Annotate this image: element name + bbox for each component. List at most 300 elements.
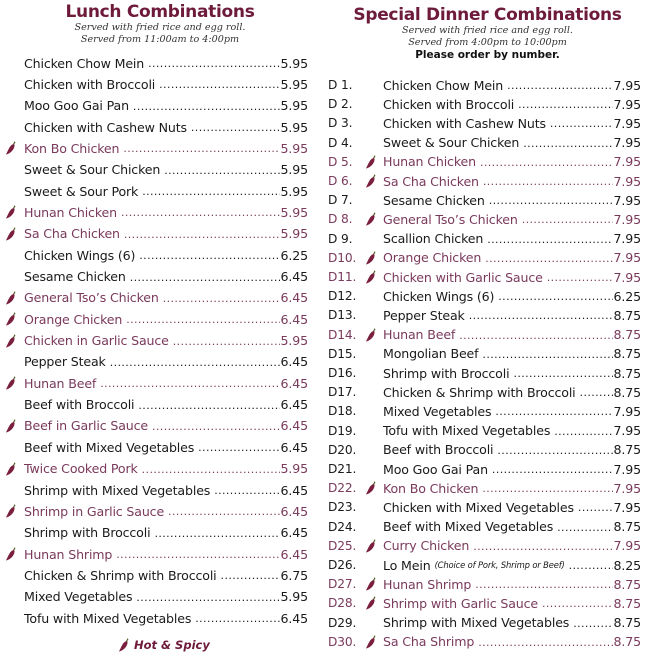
chili-pepper-icon bbox=[5, 419, 17, 433]
item-price: 7.95 bbox=[613, 96, 641, 112]
item-text bbox=[24, 269, 308, 284]
item-text bbox=[383, 97, 641, 112]
lunch-menu-item bbox=[0, 353, 308, 371]
item-price: 5.95 bbox=[280, 140, 308, 156]
item-number: D 9. bbox=[328, 231, 353, 246]
chili-pepper-icon bbox=[5, 462, 17, 476]
item-name: Chicken & Shrimp with Broccoli bbox=[383, 384, 576, 400]
item-price: 6.45 bbox=[280, 610, 308, 626]
item-text bbox=[383, 462, 641, 477]
lunch-menu-item bbox=[0, 268, 308, 286]
item-name: Lo Mein bbox=[383, 557, 431, 573]
item-price: 5.95 bbox=[280, 183, 308, 199]
item-name: Chicken with Garlic Sauce bbox=[383, 269, 543, 285]
item-price: 8.75 bbox=[613, 519, 641, 535]
item-name: Hunan Beef bbox=[383, 327, 456, 343]
item-text bbox=[24, 184, 308, 199]
item-number: D 5. bbox=[328, 154, 353, 169]
item-text bbox=[24, 333, 308, 348]
chili-pepper-icon bbox=[5, 312, 17, 326]
item-text bbox=[24, 162, 308, 177]
lunch-menu-item bbox=[0, 481, 308, 499]
dinner-menu-item bbox=[325, 556, 641, 574]
dot-leader bbox=[522, 212, 613, 226]
item-price: 5.95 bbox=[280, 461, 308, 477]
lunch-section bbox=[0, 0, 325, 626]
item-name: Kon Bo Chicken bbox=[383, 480, 479, 496]
item-number: D27. bbox=[328, 577, 357, 592]
item-text bbox=[383, 538, 641, 553]
item-number: D19. bbox=[328, 423, 357, 438]
item-number: D26. bbox=[328, 558, 357, 572]
lunch-subtitle-2: Served from 11:00am to 4:00pm bbox=[80, 34, 240, 45]
lunch-menu-item bbox=[0, 289, 308, 307]
dot-leader bbox=[507, 78, 612, 92]
dot-leader bbox=[173, 334, 280, 348]
item-text bbox=[24, 205, 308, 220]
dinner-menu-item bbox=[325, 306, 641, 324]
dinner-menu-item bbox=[325, 441, 641, 459]
dot-leader bbox=[139, 248, 279, 262]
dinner-menu-item bbox=[325, 518, 641, 536]
item-number: D 3. bbox=[328, 116, 353, 131]
chili-pepper-icon bbox=[5, 376, 17, 390]
dot-leader bbox=[483, 174, 613, 188]
lunch-menu-item bbox=[0, 54, 308, 72]
item-text bbox=[24, 568, 308, 583]
dinner-menu-item bbox=[325, 268, 641, 286]
item-price: 6.45 bbox=[280, 311, 308, 327]
item-name: Mongolian Beef bbox=[383, 346, 479, 362]
item-name: Pepper Steak bbox=[24, 354, 106, 370]
item-name: Tofu with Mixed Vegetables bbox=[24, 610, 192, 626]
item-price: 5.95 bbox=[280, 76, 308, 92]
chili-pepper-icon bbox=[365, 481, 377, 495]
item-name: Curry Chicken bbox=[383, 538, 470, 554]
dinner-menu-item bbox=[325, 633, 641, 651]
dot-leader bbox=[547, 270, 613, 284]
dinner-menu-item bbox=[325, 364, 641, 382]
item-number: D12. bbox=[328, 289, 357, 304]
item-number: D29. bbox=[328, 615, 357, 630]
item-text bbox=[24, 611, 308, 626]
lunch-menu-item bbox=[0, 182, 308, 200]
dot-leader bbox=[221, 568, 280, 582]
item-text bbox=[24, 525, 308, 540]
dot-leader bbox=[478, 635, 612, 649]
dot-leader bbox=[482, 481, 612, 495]
dot-leader bbox=[523, 136, 612, 150]
item-price: 8.75 bbox=[613, 576, 641, 592]
item-price: 6.45 bbox=[280, 546, 308, 562]
item-number: D14. bbox=[328, 327, 357, 342]
item-price: 5.95 bbox=[280, 204, 308, 220]
dot-leader bbox=[473, 539, 612, 553]
item-name: Chicken with Broccoli bbox=[24, 76, 156, 92]
dinner-menu-item bbox=[325, 326, 641, 344]
chili-pepper-icon bbox=[5, 227, 17, 241]
dot-leader bbox=[100, 376, 279, 390]
chili-pepper-icon bbox=[365, 251, 377, 265]
dot-leader bbox=[557, 520, 612, 534]
lunch-menu-item bbox=[0, 566, 308, 584]
item-price: 7.95 bbox=[613, 77, 641, 93]
dot-leader bbox=[130, 270, 280, 284]
item-text bbox=[24, 440, 308, 455]
dot-leader bbox=[123, 141, 279, 155]
item-number: D17. bbox=[328, 385, 357, 400]
dot-leader bbox=[124, 227, 280, 241]
lunch-menu-item bbox=[0, 97, 308, 115]
lunch-menu-item bbox=[0, 75, 308, 93]
item-text bbox=[24, 290, 308, 305]
item-name: Kon Bo Chicken bbox=[24, 140, 120, 156]
item-name: Chicken & Shrimp with Broccoli bbox=[24, 567, 217, 583]
item-number: D18. bbox=[328, 404, 357, 419]
dot-leader bbox=[152, 419, 280, 433]
item-name: Twice Cooked Pork bbox=[24, 461, 138, 477]
item-text bbox=[24, 589, 308, 604]
item-text bbox=[383, 135, 641, 150]
item-text bbox=[24, 483, 308, 498]
item-name: Sa Cha Chicken bbox=[383, 173, 479, 189]
dot-leader bbox=[191, 120, 280, 134]
item-price: 7.95 bbox=[613, 461, 641, 477]
item-name: Beef with Broccoli bbox=[383, 442, 494, 458]
dinner-menu-item bbox=[325, 537, 641, 555]
lunch-menu-item bbox=[0, 139, 308, 157]
dinner-menu-item bbox=[325, 345, 641, 363]
item-text bbox=[383, 423, 641, 438]
dot-leader bbox=[554, 424, 612, 438]
item-number: D25. bbox=[328, 538, 357, 553]
item-price: 7.95 bbox=[613, 231, 641, 247]
lunch-menu-item bbox=[0, 310, 308, 328]
chili-pepper-icon bbox=[118, 638, 130, 652]
item-price: 7.95 bbox=[613, 423, 641, 439]
item-price: 7.95 bbox=[613, 173, 641, 189]
item-name: Shrimp with Broccoli bbox=[24, 525, 151, 541]
item-price: 7.95 bbox=[613, 538, 641, 554]
item-number: D24. bbox=[328, 519, 357, 534]
item-price: 8.75 bbox=[613, 327, 641, 343]
item-price: 7.95 bbox=[613, 211, 641, 227]
item-text bbox=[24, 376, 308, 391]
item-name: Sesame Chicken bbox=[24, 269, 126, 284]
chili-pepper-icon bbox=[365, 328, 377, 342]
lunch-menu-item bbox=[0, 332, 308, 350]
item-name: Moo Goo Gai Pan bbox=[383, 461, 488, 477]
item-text bbox=[383, 481, 641, 496]
item-text bbox=[24, 248, 308, 263]
dinner-menu-item bbox=[325, 249, 641, 267]
item-text bbox=[24, 397, 308, 412]
item-number: D 6. bbox=[328, 174, 353, 188]
item-name: Sesame Chicken bbox=[383, 192, 485, 208]
item-text bbox=[24, 120, 308, 135]
dot-leader bbox=[550, 116, 613, 130]
item-text bbox=[383, 558, 641, 573]
item-text bbox=[24, 77, 308, 92]
item-price: 5.95 bbox=[280, 226, 308, 242]
chili-pepper-icon bbox=[365, 155, 377, 169]
item-name: Scallion Chicken bbox=[383, 231, 484, 247]
chili-pepper-icon bbox=[365, 174, 377, 188]
lunch-subtitle-1: Served with fried rice and egg roll. bbox=[74, 22, 246, 33]
item-text bbox=[24, 461, 308, 476]
item-number: D28. bbox=[328, 596, 357, 611]
item-name: Sa Cha Shrimp bbox=[383, 634, 475, 650]
chili-pepper-icon bbox=[5, 547, 17, 561]
chili-pepper-icon bbox=[365, 212, 377, 226]
dot-leader bbox=[163, 291, 280, 305]
item-price: 8.75 bbox=[613, 615, 641, 631]
dot-leader bbox=[148, 56, 279, 70]
item-number: D30. bbox=[328, 634, 357, 649]
dot-leader bbox=[569, 558, 613, 572]
dot-leader bbox=[518, 97, 612, 111]
item-name: Orange Chicken bbox=[24, 311, 123, 327]
item-text bbox=[383, 212, 641, 227]
lunch-title: Lunch Combinations bbox=[65, 2, 255, 22]
item-text bbox=[383, 577, 641, 592]
item-text bbox=[24, 141, 308, 156]
dot-leader bbox=[475, 577, 612, 591]
dot-leader bbox=[136, 590, 279, 604]
item-price: 7.95 bbox=[613, 135, 641, 151]
dinner-menu-item bbox=[325, 172, 641, 190]
item-name: General Tso’s Chicken bbox=[24, 290, 159, 306]
item-text bbox=[24, 354, 308, 369]
item-number: D15. bbox=[328, 346, 357, 361]
item-name: Shrimp with Garlic Sauce bbox=[383, 595, 538, 611]
item-price: 6.45 bbox=[280, 418, 308, 434]
dot-leader bbox=[198, 440, 279, 454]
dot-leader bbox=[159, 77, 279, 91]
dot-leader bbox=[110, 355, 280, 369]
item-price: 6.45 bbox=[280, 482, 308, 498]
item-number: D10. bbox=[328, 250, 357, 265]
item-name: Chicken with Mixed Vegetables bbox=[383, 499, 574, 515]
dinner-menu-item bbox=[325, 422, 641, 440]
lunch-menu-item bbox=[0, 609, 308, 627]
item-text bbox=[383, 308, 641, 323]
chili-pepper-icon bbox=[365, 270, 377, 284]
dinner-subtitle-2: Served from 4:00pm to 10:00pm bbox=[408, 37, 567, 48]
lunch-menu-item bbox=[0, 246, 308, 264]
dot-leader bbox=[485, 251, 612, 265]
dot-leader bbox=[482, 347, 612, 361]
item-price: 7.95 bbox=[613, 115, 641, 131]
dot-leader bbox=[133, 99, 280, 113]
item-note: (Choice of Pork, Shrimp or Beef) bbox=[434, 560, 565, 570]
item-price: 7.95 bbox=[613, 250, 641, 266]
item-price: 8.75 bbox=[613, 307, 641, 323]
item-price: 5.95 bbox=[280, 589, 308, 605]
item-price: 7.95 bbox=[613, 269, 641, 285]
dot-leader bbox=[116, 547, 279, 561]
dinner-menu-item bbox=[325, 114, 641, 132]
item-price: 6.75 bbox=[280, 567, 308, 583]
dinner-menu-item bbox=[325, 614, 641, 632]
item-text bbox=[24, 547, 308, 562]
item-name: Shrimp with Mixed Vegetables bbox=[383, 615, 570, 631]
lunch-menu-item bbox=[0, 396, 308, 414]
item-name: Sweet & Sour Chicken bbox=[24, 162, 161, 178]
item-text bbox=[383, 519, 641, 534]
item-text bbox=[383, 442, 641, 457]
item-text bbox=[24, 504, 308, 519]
chili-pepper-icon bbox=[365, 635, 377, 649]
dinner-menu-item bbox=[325, 134, 641, 152]
item-text bbox=[383, 231, 641, 246]
item-name: Chicken Chow Mein bbox=[24, 55, 145, 71]
item-name: Sweet & Sour Pork bbox=[24, 183, 139, 199]
item-price: 8.75 bbox=[613, 595, 641, 611]
item-name: Pepper Steak bbox=[383, 307, 465, 323]
item-number: D16. bbox=[328, 366, 357, 380]
lunch-menu-item bbox=[0, 417, 308, 435]
dinner-menu-item bbox=[325, 402, 641, 420]
item-text bbox=[383, 78, 641, 93]
item-text bbox=[383, 596, 641, 611]
item-name: Hunan Shrimp bbox=[383, 576, 472, 592]
chili-pepper-icon bbox=[5, 334, 17, 348]
item-number: D 2. bbox=[328, 97, 353, 112]
lunch-menu-item bbox=[0, 161, 308, 179]
item-price: 6.45 bbox=[280, 525, 308, 541]
dot-leader bbox=[513, 366, 612, 380]
item-name: Hunan Chicken bbox=[383, 154, 476, 170]
item-name: Chicken with Cashew Nuts bbox=[24, 119, 187, 135]
item-text bbox=[383, 404, 641, 419]
item-text bbox=[24, 418, 308, 433]
item-text bbox=[383, 615, 641, 630]
item-name: Beef in Garlic Sauce bbox=[24, 418, 149, 434]
item-number: D23. bbox=[328, 500, 357, 515]
dot-leader bbox=[480, 155, 613, 169]
item-text bbox=[383, 385, 641, 400]
dinner-menu-item bbox=[325, 575, 641, 593]
item-name: Tofu with Mixed Vegetables bbox=[383, 423, 551, 439]
item-name: Chicken Wings (6) bbox=[24, 247, 136, 263]
item-price: 6.45 bbox=[280, 290, 308, 306]
item-number: D 8. bbox=[328, 212, 353, 227]
dot-leader bbox=[498, 289, 612, 303]
item-price: 6.45 bbox=[280, 503, 308, 519]
item-name: Chicken with Broccoli bbox=[383, 96, 515, 112]
item-text bbox=[383, 270, 641, 285]
item-text bbox=[383, 500, 641, 515]
item-number: D 7. bbox=[328, 193, 353, 208]
item-price: 8.75 bbox=[613, 634, 641, 650]
item-price: 6.45 bbox=[280, 354, 308, 370]
item-price: 6.45 bbox=[280, 269, 308, 284]
lunch-menu-item bbox=[0, 374, 308, 392]
item-name: Chicken Wings (6) bbox=[383, 288, 495, 304]
item-number: D 1. bbox=[328, 78, 353, 92]
item-text bbox=[24, 312, 308, 327]
item-text bbox=[383, 193, 641, 208]
lunch-menu-item bbox=[0, 225, 308, 243]
dot-leader bbox=[469, 308, 613, 322]
item-name: Hunan Beef bbox=[24, 375, 97, 391]
chili-pepper-icon bbox=[5, 141, 17, 155]
dinner-menu-item bbox=[325, 383, 641, 401]
item-price: 5.95 bbox=[280, 162, 308, 178]
item-name: Chicken Chow Mein bbox=[383, 77, 504, 93]
dot-leader bbox=[142, 462, 280, 476]
item-name: Mixed Vegetables bbox=[383, 403, 492, 419]
dinner-menu-item bbox=[325, 153, 641, 171]
item-text bbox=[383, 250, 641, 265]
item-name: Hunan Chicken bbox=[24, 204, 117, 220]
dinner-section bbox=[325, 0, 650, 650]
item-text bbox=[383, 116, 641, 131]
hot-spicy-legend bbox=[118, 638, 210, 652]
item-price: 8.25 bbox=[613, 557, 641, 573]
dinner-menu-item bbox=[325, 594, 641, 612]
lunch-menu-item bbox=[0, 118, 308, 136]
dot-leader bbox=[126, 312, 279, 326]
dot-leader bbox=[573, 616, 612, 630]
item-price: 8.75 bbox=[613, 365, 641, 381]
item-text bbox=[383, 366, 641, 381]
item-name: Orange Chicken bbox=[383, 250, 482, 266]
dinner-menu-item bbox=[325, 498, 641, 516]
dinner-menu-item bbox=[325, 76, 641, 94]
chili-pepper-icon bbox=[365, 539, 377, 553]
chili-pepper-icon bbox=[365, 596, 377, 610]
lunch-menu-item bbox=[0, 203, 308, 221]
dinner-menu-item bbox=[325, 230, 641, 248]
item-text bbox=[383, 346, 641, 361]
item-price: 6.45 bbox=[280, 439, 308, 455]
legend-label: Hot & Spicy bbox=[134, 638, 210, 652]
dinner-menu-item bbox=[325, 287, 641, 305]
lunch-menu-item bbox=[0, 524, 308, 542]
dot-leader bbox=[164, 163, 279, 177]
dot-leader bbox=[497, 443, 612, 457]
item-text bbox=[383, 634, 641, 649]
dot-leader bbox=[580, 385, 613, 399]
item-price: 6.25 bbox=[613, 288, 641, 304]
item-text bbox=[383, 174, 641, 189]
dot-leader bbox=[489, 193, 613, 207]
dinner-menu-item bbox=[325, 95, 641, 113]
dot-leader bbox=[214, 483, 279, 497]
chili-pepper-icon bbox=[5, 504, 17, 518]
item-number: D22. bbox=[328, 481, 357, 496]
dinner-menu-item bbox=[325, 191, 641, 209]
dot-leader bbox=[142, 184, 279, 198]
item-number: D 4. bbox=[328, 135, 353, 150]
item-text bbox=[383, 154, 641, 169]
dot-leader bbox=[121, 205, 280, 219]
item-price: 5.95 bbox=[280, 55, 308, 71]
item-name: General Tso’s Chicken bbox=[383, 211, 518, 227]
item-price: 5.95 bbox=[280, 98, 308, 114]
dot-leader bbox=[495, 404, 612, 418]
item-text bbox=[383, 327, 641, 342]
dot-leader bbox=[195, 611, 279, 625]
item-text bbox=[24, 226, 308, 241]
order-by-number-note: Please order by number. bbox=[415, 49, 560, 61]
lunch-menu-item bbox=[0, 502, 308, 520]
dinner-menu-item bbox=[325, 210, 641, 228]
lunch-menu-item bbox=[0, 460, 308, 478]
item-name: Chicken with Cashew Nuts bbox=[383, 115, 546, 131]
